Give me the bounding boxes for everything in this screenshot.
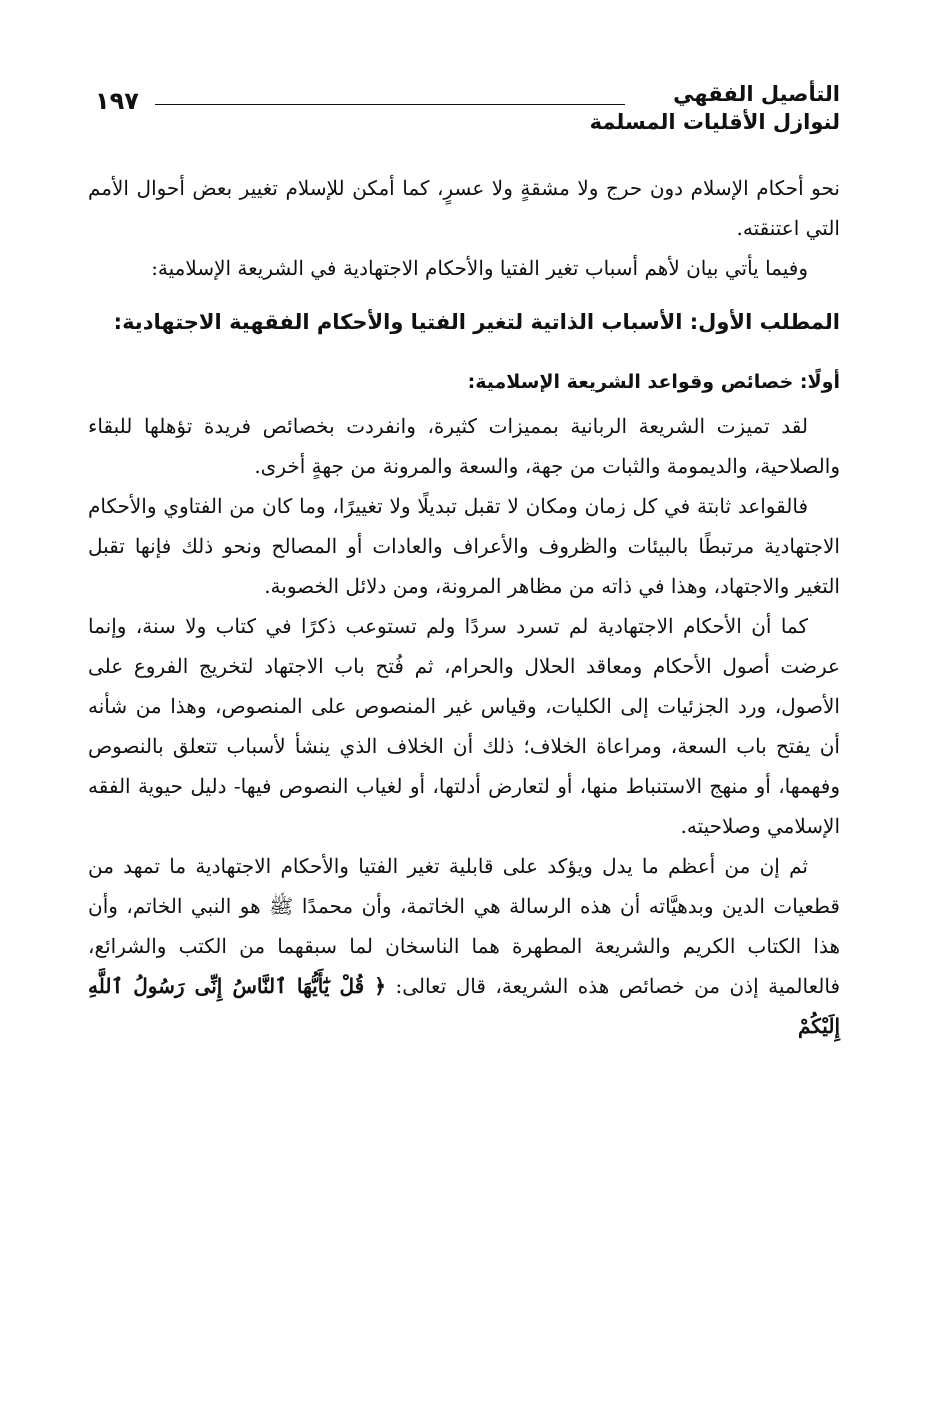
running-header [95,80,840,140]
paragraph: لقد تميزت الشريعة الربانية بمميزات كثيرة، وانفردت بخصائص فريدة تؤهلها للبقاء والصلاحية، والديمومة والثبات من جهة، والسعة والمرونة من جهةٍ أخرى. [88,414,840,478]
paragraph: نحو أحكام الإسلام دون حرج ولا مشقةٍ ولا عسرٍ، كما أمكن للإسلام تغيير بعض أحوال الأمم التي اعتنقته. [88,176,840,240]
subsection-heading: أولًا: خصائص وقواعد الشريعة الإسلامية: [467,371,840,393]
paragraph: وفيما يأتي بيان لأهم أسباب تغير الفتيا والأحكام الاجتهادية في الشريعة الإسلامية: [151,256,808,280]
paragraph: فالقواعد ثابتة في كل زمان ومكان لا تقبل تبديلًا ولا تغييرًا، وما كان من الفتاوي والأحكام الاجتهادية مرتبطًا بالبيئات والظروف والأعراف والعادات أو المصالح ونحو ذلك فإنها تقبل التغير والاجتهاد، وهذا في ذاته من مظاهر المرونة، ومن دلائل الخصوبة. [88,494,840,598]
page-body [88,168,840,1046]
book-title-line-1: التأصيل الفقهي [673,82,840,106]
book-title-line-2: لنوازل الأقليات المسلمة [589,110,840,134]
paragraph-with-verse [88,846,840,1046]
paragraph: كما أن الأحكام الاجتهادية لم تسرد سردًا ولم تستوعب ذكرًا في كتاب ولا سنة، وإنما عرضت أصول الأحكام ومعاقد الحلال والحرام، ثم فُتح باب الاجتهاد لتخريج الفروع على الأصول، ورد الجزئيات إلى الكليات، وقياس غير المنصوص على المنصوص، وهذا من شأنه أن يفتح باب السعة، ومراعاة الخلاف؛ ذلك أن الخلاف الذي ينشأ لأسباب تتعلق بالنصوص وفهمها، أو منهج الاستنباط منها، أو لتعارض أدلتها، أو لغياب النصوص فيها- دليل حيوية الفقه الإسلامي وصلاحيته. [88,614,840,838]
book-title [590,80,840,136]
section-heading: المطلب الأول: الأسباب الذاتية لتغير الفتيا والأحكام الفقهية الاجتهادية: [113,310,840,334]
page-number: ١٩٧ [95,87,139,115]
header-rule [155,104,625,105]
quran-verse: ﴿ قُلْ يَٰٓأَيُّهَا ٱلنَّاسُ إِنِّى رَسُولُ ٱللَّهِ إِلَيْكُمْ [88,974,840,1038]
paragraph-text: ثم إن من أعظم ما يدل ويؤكد على قابلية تغير الفتيا والأحكام الاجتهادية ما تمهد من قطعيات الدين وبدهيَّاته أن هذه الرسالة هي الخاتمة، وأن محمدًا ﷺ هو النبي الخاتم، وأن هذا الكتاب الكريم والشريعة المطهرة هما الناسخان لما سبقهما من الكتب والشرائع، فالعالمية إذن من خصائص هذه الشريعة، قال تعالى: [88,854,841,998]
